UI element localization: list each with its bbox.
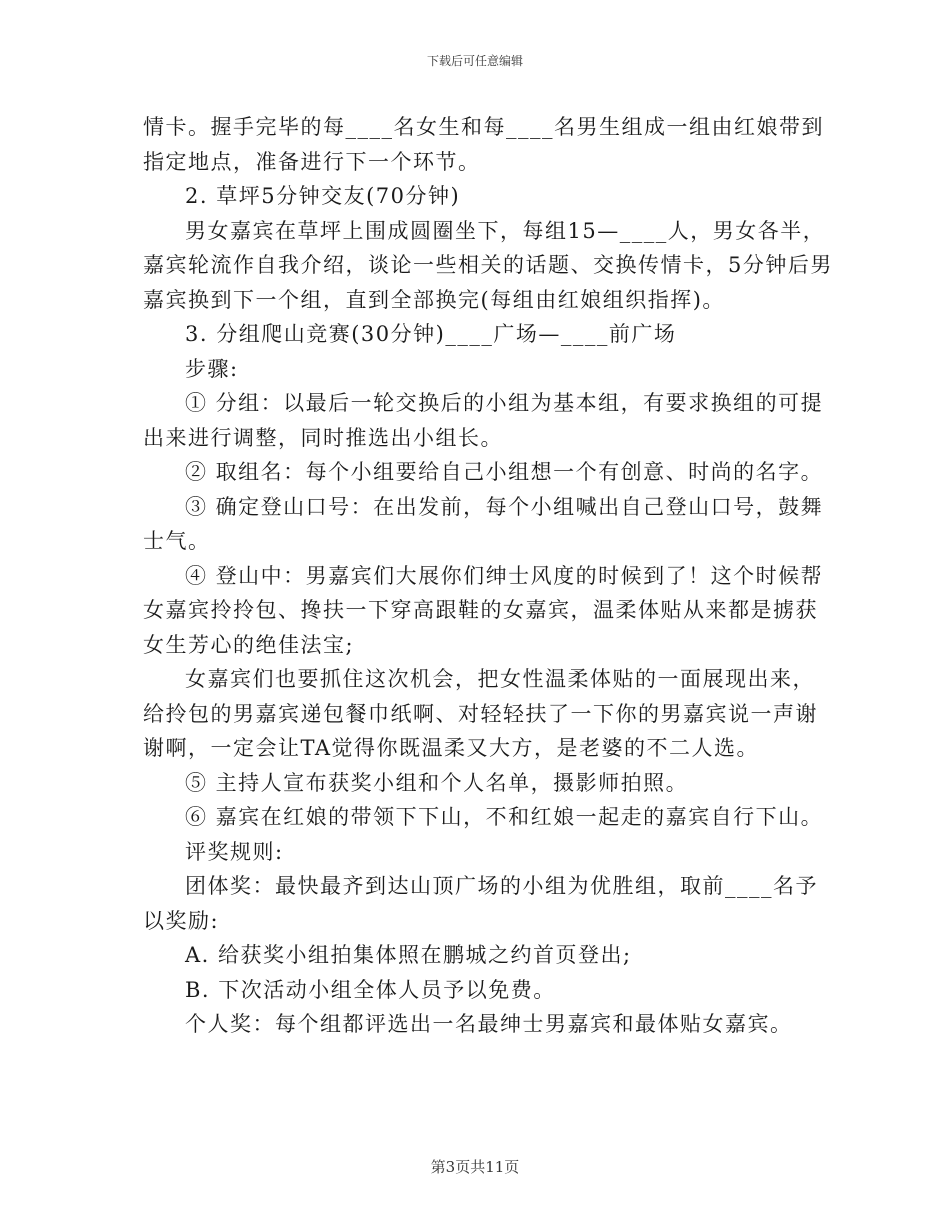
- text-line: 个人奖：每个组都评选出一名最绅士男嘉宾和最体贴女嘉宾。: [185, 1012, 793, 1036]
- text-line: ④ 登山中：男嘉宾们大展你们绅士风度的时候到了！这个时候帮: [185, 563, 824, 588]
- section-heading: 3. 分组爬山竞赛(30分钟)____广场—____前广场: [185, 322, 677, 346]
- text-line: 嘉宾轮流作自我介绍，谈论一些相关的话题、交换传情卡，5分钟后男: [143, 253, 833, 277]
- text-line: 步骤:: [185, 356, 239, 381]
- text-line: 女嘉宾拎拎包、搀扶一下穿高跟鞋的女嘉宾，温柔体贴从来都是掳获: [143, 598, 818, 622]
- text-line: ⑥ 嘉宾在红娘的带领下下山，不和红娘一起走的嘉宾自行下山。: [185, 805, 824, 829]
- text-line: 情卡。握手完毕的每____名女生和每____名男生组成一组由红娘带到: [143, 115, 824, 139]
- text-line: ① 分组：以最后一轮交换后的小组为基本组，有要求换组的可提: [185, 391, 824, 415]
- text-line: 女生芳心的绝佳法宝;: [143, 632, 355, 657]
- text-line: 男女嘉宾在草坪上围成圆圈坐下，每组15—____人，男女各半，: [185, 218, 826, 243]
- page-footer: 第3页共11页: [430, 1158, 520, 1176]
- text-line: 指定地点，准备进行下一个环节。: [143, 149, 481, 174]
- text-line: 团体奖：最快最齐到达山顶广场的小组为优胜组，取前____名予: [185, 874, 818, 898]
- text-line: 出来进行调整，同时推选出小组长。: [143, 425, 503, 450]
- text-line: ⑤ 主持人宣布获奖小组和个人名单，摄影师拍照。: [185, 770, 689, 795]
- text-line: ② 取组名：每个小组要给自己小组想一个有创意、时尚的名字。: [185, 460, 824, 484]
- text-line: 女嘉宾们也要抓住这次机会，把女性温柔体贴的一面展现出来，: [185, 667, 815, 691]
- section-heading: 2. 草坪5分钟交友(70分钟): [185, 184, 461, 208]
- page-header: 下载后可任意编辑: [426, 54, 523, 68]
- text-line: A. 给获奖小组拍集体照在鹏城之约首页登出;: [185, 943, 632, 967]
- document-body: [143, 110, 833, 1042]
- text-line: 评奖规则:: [185, 839, 284, 864]
- text-line: B. 下次活动小组全体人员予以免费。: [185, 977, 556, 1002]
- text-line: ③ 确定登山口号：在出发前，每个小组喊出自己登山口号，鼓舞: [185, 494, 824, 519]
- text-line: 谢啊，一定会让TA觉得你既温柔又大方，是老婆的不二人选。: [143, 736, 760, 760]
- text-line: 给拎包的男嘉宾递包餐巾纸啊、对轻轻扶了一下你的男嘉宾说一声谢: [143, 701, 818, 726]
- text-line: 嘉宾换到下一个组，直到全部换完(每组由红娘组织指挥)。: [143, 287, 725, 312]
- text-line: 士气。: [143, 529, 211, 553]
- text-line: 以奖励:: [143, 908, 220, 933]
